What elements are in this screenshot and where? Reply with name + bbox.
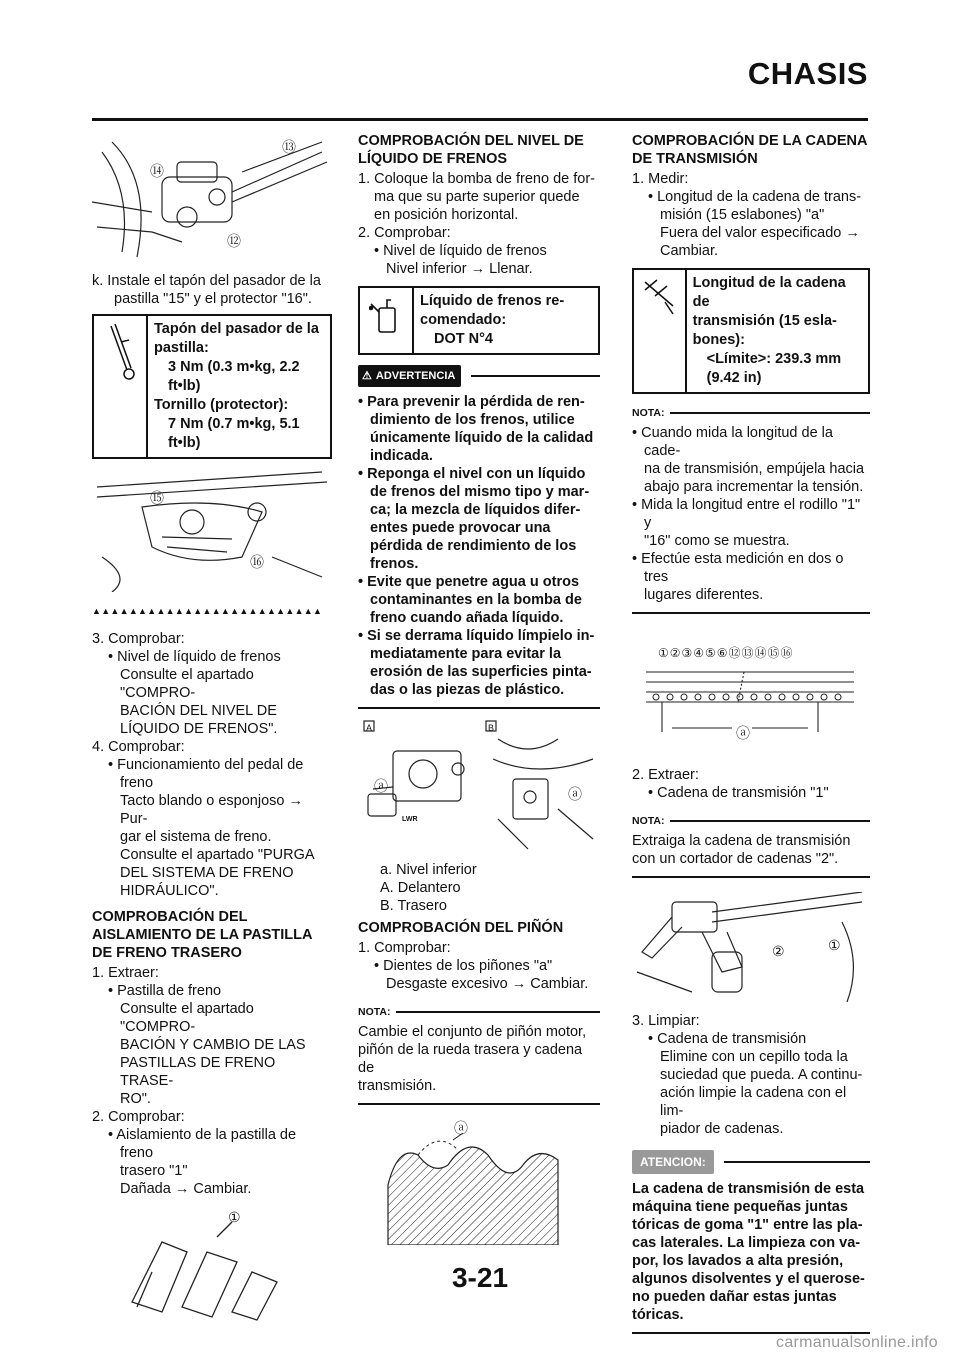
spec-line: bones): — [692, 332, 745, 348]
warning-triangle-icon: ⚠ — [362, 370, 372, 382]
text-line: HIDRÁULICO". — [120, 883, 219, 899]
section-heading — [632, 132, 870, 168]
callout-12: ⑫ — [227, 233, 241, 249]
callout-a: ⓐ — [568, 786, 582, 802]
bullet: • Nivel de líquido de frenos — [374, 243, 547, 259]
caliper-figure — [92, 132, 332, 262]
caution-line: cas laterales. La limpieza con va- — [632, 1235, 861, 1251]
text-line: misión (15 eslabones) "a" — [660, 207, 825, 223]
text-line: piador de cadenas. — [660, 1121, 784, 1137]
caution-line: La cadena de transmisión de esta — [632, 1181, 865, 1197]
oil-can-icon — [369, 294, 403, 338]
nota-end-rule — [632, 876, 870, 878]
chain-roller-numbers: ①②③④⑤⑥⑫⑬⑭⑮⑯ — [658, 646, 794, 660]
section-heading — [92, 908, 332, 962]
warning-list — [358, 393, 600, 699]
section-heading: COMPROBACIÓN DEL PIÑÓN — [358, 920, 564, 936]
nota-line: con un cortador de cadenas "2". — [632, 851, 839, 867]
text-line: Consulte el apartado "PURGA — [120, 847, 315, 863]
step-1: 1. Medir: — [632, 171, 689, 187]
figure-label-a-box: A — [366, 723, 373, 733]
heading-line: AISLAMIENTO DE LA PASTILLA — [92, 927, 313, 943]
page-number: 3-21 — [451, 1262, 509, 1293]
step-1: 1. Comprobar: — [358, 940, 451, 956]
nota-line: Cambie el conjunto de piñón motor, — [358, 1024, 587, 1040]
callout-1: ① — [828, 937, 841, 953]
warn-line: pérdida de rendimiento de los — [370, 538, 577, 554]
text-line: Dañada → Cambiar. — [120, 1181, 252, 1197]
nota-line: "16" como se muestra. — [644, 533, 790, 549]
warn-line: frenos. — [370, 556, 419, 572]
caution-line: tóricas de goma "1" entre las pla- — [632, 1217, 863, 1233]
text-line: Consulte el apartado "COMPRO- — [120, 667, 254, 701]
callout-13: ⑬ — [282, 139, 296, 155]
text-line: ación limpie la cadena con el lim- — [660, 1085, 847, 1119]
heading-line: LÍQUIDO DE FRENOS — [358, 151, 508, 167]
spec-line: comendado: — [420, 312, 507, 328]
spec-line: (9.42 in) — [706, 370, 762, 386]
spec-line: transmisión (15 esla- — [692, 313, 837, 329]
callout-a: ⓐ — [454, 1120, 468, 1136]
warn-line: entes puede provocar una — [370, 520, 551, 536]
heading-line: DE TRANSMISIÓN — [632, 151, 758, 167]
caution-line: máquina tiene pequeñas juntas — [632, 1199, 848, 1215]
nota-end-rule — [632, 612, 870, 614]
page-header-title: CHASIS — [747, 56, 868, 91]
nota-line: transmisión. — [358, 1078, 437, 1094]
bullet: • Nivel de líquido de frenos — [108, 649, 281, 665]
callout-16: ⑯ — [250, 554, 264, 570]
torque-wrench-icon — [103, 322, 137, 382]
warn-line: das o las piezas de plástico. — [370, 682, 565, 698]
spec-line: Líquido de frenos re- — [420, 293, 565, 309]
caution-header — [632, 1150, 870, 1174]
bullet: • Funcionamiento del pedal de — [108, 757, 304, 773]
nota-line: • Cuando mida la longitud de la cade- — [632, 425, 833, 459]
text-line: DEL SISTEMA DE FRENO — [120, 865, 294, 881]
step-1: 1. Coloque la bomba de freno de for- — [358, 171, 595, 187]
nota-line: • Mida la longitud entre el rodillo "1" y — [632, 497, 861, 531]
text-line: en posición horizontal. — [374, 207, 519, 223]
bullet: • Pastilla de freno — [108, 983, 222, 999]
nota-line: na de transmisión, empújela hacia — [644, 461, 865, 477]
spec-line: 7 Nm (0.7 m•kg, 5.1 — [168, 416, 300, 432]
text-line: trasero "1" — [120, 1163, 188, 1179]
fluid-reservoir-figure — [358, 719, 600, 851]
nota-header — [632, 812, 870, 830]
nota-label: NOTA: — [632, 407, 665, 419]
text-line: ma que su parte superior quede — [374, 189, 580, 205]
warning-label: ADVERTENCIA — [375, 370, 456, 382]
caution-line: algunos disolventes y el querose- — [632, 1271, 865, 1287]
spec-line: ft•lb) — [168, 378, 201, 394]
callout-a: ⓐ — [736, 725, 750, 741]
lwr-mark: LWR — [402, 816, 418, 823]
nota-line: piñón de la rueda trasera y cadena de — [358, 1042, 583, 1076]
warn-line: ca; la mezcla de líquidos difer- — [370, 502, 581, 518]
warn-line: indicada. — [370, 448, 433, 464]
warn-line: dimiento de los frenos, utilice — [370, 412, 575, 428]
callout-1: ① — [228, 1209, 241, 1225]
section-heading — [358, 132, 600, 168]
header-rule — [92, 118, 868, 121]
step-2: 2. Comprobar: — [358, 225, 451, 241]
column-3 — [632, 132, 870, 1344]
bullet: • Cadena de transmisión — [648, 1031, 807, 1047]
warn-line: mediatamente para evitar la — [370, 646, 562, 662]
warn-line: únicamente líquido de la calidad — [370, 430, 594, 446]
bullet: • Dientes de los piñones "a" — [374, 958, 553, 974]
spec-line: Longitud de la cadena de — [692, 275, 846, 310]
text-line: Fuera del valor especificado → — [660, 225, 860, 241]
warn-line: erosión de las superficies pinta- — [370, 664, 592, 680]
text-line: Nivel inferior → Llenar. — [386, 261, 533, 277]
callout-2: ② — [772, 943, 785, 959]
protector-figure — [92, 467, 332, 592]
text-line: gar el sistema de freno. — [120, 829, 272, 845]
section-end-marker: ▲▲▲▲▲▲▲▲▲▲▲▲▲▲▲▲▲▲▲▲▲▲▲▲▲ — [92, 606, 323, 616]
step-3: 3. Limpiar: — [632, 1013, 700, 1029]
caution-badge: ATENCION: — [632, 1150, 714, 1174]
nota-line: abajo para incrementar la tensión. — [644, 479, 864, 495]
warning-badge — [358, 365, 461, 387]
callout-15: ⑮ — [150, 490, 164, 506]
step-2: 2. Comprobar: — [92, 1109, 185, 1125]
caliper-gauge-icon — [641, 276, 677, 316]
footer-watermark[interactable]: carmanualsonline.info — [776, 1334, 938, 1351]
step-4: 4. Comprobar: — [92, 739, 185, 755]
heading-line: DE FRENO TRASERO — [92, 945, 242, 961]
bullet: • Cadena de transmisión "1" — [648, 785, 829, 801]
caution-line: tóricas. — [632, 1307, 684, 1323]
legend-line: A. Delantero — [380, 880, 461, 896]
legend-line: a. Nivel inferior — [380, 862, 477, 878]
caution-line: no pueden dañar estas juntas — [632, 1289, 837, 1305]
warning-header — [358, 365, 600, 387]
spec-line: <Límite>: 239.3 mm — [706, 351, 842, 367]
text-line: Cambiar. — [660, 243, 719, 259]
spec-line: DOT N°4 — [434, 331, 493, 347]
step-2: 2. Extraer: — [632, 767, 699, 783]
legend-line: B. Trasero — [380, 898, 447, 914]
torque-spec-box — [92, 314, 332, 459]
step-1: 1. Extraer: — [92, 965, 159, 981]
column-2 — [358, 132, 600, 1255]
heading-line: COMPROBACIÓN DEL — [92, 909, 248, 925]
text-line: Desgaste excesivo → Cambiar. — [386, 976, 589, 992]
column-1 — [92, 132, 332, 1332]
chain-cutter-figure — [632, 892, 870, 1002]
nota-line: • Efectúe esta medición en dos o tres — [632, 551, 844, 585]
spec-line: Tapón del pasador de la — [154, 321, 319, 337]
warn-line: • Para prevenir la pérdida de ren- — [358, 394, 585, 410]
nota-header — [358, 1003, 600, 1021]
text-line: freno — [120, 775, 154, 791]
nota-label: NOTA: — [632, 815, 665, 827]
sprocket-tooth-figure — [358, 1120, 600, 1245]
text-line: RO". — [120, 1091, 151, 1107]
text-line: suciedad que pueda. A continu- — [660, 1067, 863, 1083]
warn-line: contaminantes en la bomba de — [370, 592, 582, 608]
caution-text — [632, 1180, 870, 1324]
spec-line: pastilla: — [154, 340, 209, 356]
heading-line: COMPROBACIÓN DEL NIVEL DE — [358, 133, 584, 149]
text-line: PASTILLAS DE FRENO TRASE- — [120, 1055, 276, 1089]
text-line: BACIÓN DEL NIVEL DE — [120, 703, 277, 719]
warn-line: • Reponga el nivel con un líquido — [358, 466, 586, 482]
step-k-cont: pastilla "15" y el protector "16". — [114, 291, 312, 307]
spec-line: ft•lb) — [168, 435, 201, 451]
nota-line: lugares diferentes. — [644, 587, 764, 603]
caution-line: por, los lavados a alta presión, — [632, 1253, 844, 1269]
heading-line: COMPROBACIÓN DE LA CADENA — [632, 133, 868, 149]
chain-measurement-figure — [632, 644, 870, 744]
callout-14: ⑭ — [150, 163, 164, 179]
spec-line: Tornillo (protector): — [154, 397, 289, 413]
warning-end-rule — [358, 707, 600, 709]
nota-line: Extraiga la cadena de transmisión — [632, 833, 851, 849]
nota-end-rule — [358, 1103, 600, 1105]
spec-line: 3 Nm (0.3 m•kg, 2.2 — [168, 359, 300, 375]
text-line: LÍQUIDO DE FRENOS". — [120, 721, 278, 737]
text-line: Elimine con un cepillo toda la — [660, 1049, 848, 1065]
callout-a: ⓐ — [374, 778, 388, 794]
warn-line: • Si se derrama líquido límpielo in- — [358, 628, 595, 644]
step-k: k. Instale el tapón del pasador de la — [92, 273, 321, 289]
nota-header — [632, 404, 870, 422]
step-3: 3. Comprobar: — [92, 631, 185, 647]
bullet: • Aislamiento de la pastilla de freno — [108, 1127, 297, 1161]
warn-line: de frenos del mismo tipo y mar- — [370, 484, 590, 500]
nota-label: NOTA: — [358, 1006, 391, 1018]
warn-line: • Evite que penetre agua u otros — [358, 574, 580, 590]
warn-line: freno cuando añada líquido. — [370, 610, 564, 626]
text-line: BACIÓN Y CAMBIO DE LAS — [120, 1037, 306, 1053]
fluid-spec-box — [358, 286, 600, 355]
text-line: Tacto blando o esponjoso → Pur- — [120, 793, 303, 827]
bullet: • Longitud de la cadena de trans- — [648, 189, 862, 205]
chain-length-spec-box — [632, 268, 870, 394]
text-line: Consulte el apartado "COMPRO- — [120, 1001, 254, 1035]
figure-label-b-box: B — [488, 723, 495, 733]
